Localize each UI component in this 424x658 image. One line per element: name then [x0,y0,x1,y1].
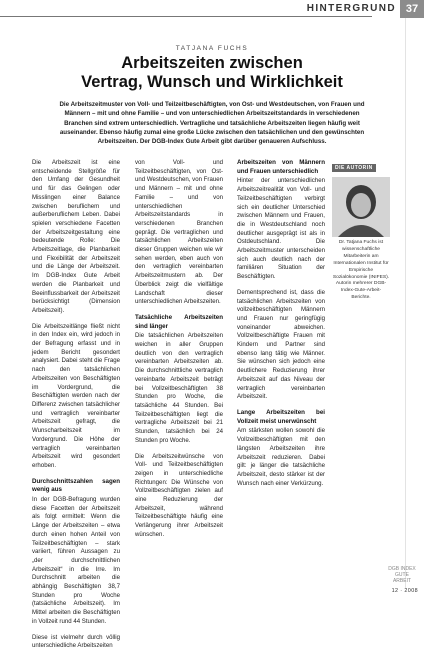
col2-paragraph-1: von Voll- und Teilzeitbeschäftigten, von Ost- und Westdeutschen, von Frauen und Männern – mit und ohne Familie – und von unterschiedlichen Arbeitszeitstandards in verschiedenen Branchen geprägt. Die vertraglichen und tatsächlichen Arbeitszeiten dieser Gruppen weichen wie wir sehen werden, eben auch von den vertraglich vereinbarten Arbeitszeitmustern ab. Der Überblick zeigt die vielfältige Landschaft dieser unterschiedlichen Arbeitszeiten. [135,159,223,306]
section-title: HINTERGRUND [306,3,396,14]
gutter-rule [405,18,406,588]
footer-logo-text: DGB INDEX GUTE ARBEIT [388,566,416,584]
sidebar-label: DIE AUTORIN [332,164,376,172]
header-rule [0,16,372,17]
col1-paragraph-2: Die Arbeitszeitlänge fließt nicht in den Index ein, wird jedoch in der Befragung erfasst und in jedem Bericht gesondert analysiert. Dabei steht die Frage nach den tatsächlichen Arbeitszeiten von Beschäftigten im Vordergrund, die Beschäftigten werden nach der Differenz zwischen tatsächlicher und vertraglich vereinbarter Arbeitszeit gefragt, die Wunscharbeitszeit im Vordergrund. Die Höhe der vertraglich vereinbarten Arbeitszeit wird gesondert erhoben. [32,322,120,469]
issue-date: 12 · 2008 [391,588,418,594]
col1-subheading-1: Durchschnittszahlen sagen wenig aus [32,477,120,494]
page-header [0,0,424,18]
col3-subheading-2: Lange Arbeitszeiten bei Vollzeit meist unerwünscht [237,408,325,425]
col1-paragraph-4: Diese ist vielmehr durch völlig unterschiedliche Arbeitszeiten [32,633,120,650]
author-sidebar [332,156,390,302]
text-column-2 [135,159,223,547]
article-author: TATJANA FUCHS [175,45,249,52]
col2-subheading-1: Tatsächliche Arbeitszeiten sind länger [135,313,223,330]
col3-paragraph-1: Hinter der unterschiedlichen Arbeitszeitrealität von Voll- und Teilzeitbeschäftigten verbirgt sich ein deutlicher Unterschied zwischen Männern und Frauen, die in Westdeutschland noch deutlicher ausgeprägt ist als in Ostdeutschland. Die Arbeitszeitmuster unterscheiden sich auch deutlich nach der familiären Situation der Beschäftigten. [237,177,325,281]
article-title [0,54,424,92]
col2-paragraph-3: Die Arbeitszeitwünsche von Voll- und Teilzeitbeschäftigten zeigen in unterschiedliche Richtungen: Die Wünsche von Vollzeitbeschäftigten zielen auf eine Reduzierung der Arbeitszeit, während Teilzeitbeschäftigte häufig eine Verlängerung ihrer Arbeitszeit wünschen. [135,452,223,538]
col2-paragraph-2: Die tatsächlichen Arbeitszeiten weichen in aller Gruppen deutlich von den vertraglich vereinbarten Arbeitszeiten ab. Die durchschnittliche vertraglich vereinbarte Arbeitszeit beträgt bei Vollzeitbeschäftigten 38 Stunden pro Woche, die tatsächliche 44 Stunden. Bei Teilzeitbeschäftigten liegt die vertragliche Arbeitszeit bei 21 Stunden, tatsächlich bei 24 Stunden pro Woche. [135,332,223,444]
text-column-3 [237,159,325,495]
col1-paragraph-3: In der DGB-Befragung wurden diese Facetten der Arbeitszeit als folgt ermittelt: Wenn die Länge der Arbeitszeiten – etwa durch einen hohen Anteil von Teilzeitbeschäftigten – stark variiert, führen Aussagen zu „der durchschnittlichen Arbeitszeit“ in die Irre. Im Durchschnitt arbeiten die abhängig Beschäftigten 38,7 Stunden pro Woche (tatsächliche Arbeitszeit). Im Mittel arbeiten die Beschäftigten in Vollzeit rund 44 Stunden. [32,496,120,625]
page-number: 37 [400,0,424,18]
col1-paragraph-1: Die Arbeitszeit ist eine entscheidende Stellgröße für den Umfang der Gesundheit und für das Gelingen oder Misslingen einer Balance zwischen beruflichem und außerberuflichem Leben. Dabei spielen verschiedene Facetten der Arbeitszeitgestaltung eine bedeutende Rolle: Die Arbeitszeitlage, die Planbarkeit und Flexibilität der Arbeitszeit und die Länge der Arbeitszeit. Im DGB-Index Gute Arbeit werden die Planbarkeit und Beeinflussbarkeit der Arbeitszeit berücksichtigt (Dimension Arbeitszeit). [32,159,120,314]
text-column-1 [32,159,120,658]
portrait-image [332,177,390,237]
article-lead: Die Arbeitszeitmuster von Voll- und Teilzeitbeschäftigten, von Ost- und Westdeutschen, von Frauen und Männern – mit und ohne Familie – und von unterschiedlichen Arbeitszeitstandards in verschiedenen Branchen sind extrem unterschiedlich. Vertragliche und tatsächliche Arbeitszeiten liegen häufig weit auseinander. Ebenso häufig zumal eine große Lücke zwischen den tatsächlichen und den gewünschten Arbeitszeiten. Der DGB-Index Gute Arbeit gibt darüber genaueren Aufschluss. [59,101,365,146]
author-portrait [332,177,390,237]
col3-subheading-1: Arbeitszeiten von Männern und Frauen unterschiedlich [237,159,325,175]
col3-paragraph-2: Dementsprechend ist, dass die tatsächlichen Arbeitszeiten von vollzeitbeschäftigten Männern und Frauen nur geringfügig voneinander abweichen. Vollzeitbeschäftigte Frauen mit Kindern und Partner sind ebenso lang tätig wie Männer. Sie wünschen sich jedoch eine deutlichere Reduzierung ihrer Arbeitszeit auf das Niveau der vertraglich vereinbarten Arbeitszeit. [237,288,325,401]
col3-paragraph-3: Am stärksten wollen sowohl die Vollzeitbeschäftigten mit den längsten Arbeitszeiten ihre Arbeitszeit reduzieren. Dabei gilt: je länger die tatsächliche Arbeitszeit, desto stärker ist der Wunsch nach einer Verkürzung. [237,427,325,487]
footer-logo [388,566,416,584]
title-line-1: Arbeitszeiten zwischen [121,54,303,72]
sidebar-caption: Dr. Tatjana Fuchs ist wissenschaftliche Mitarbeiterin am Internationalen Institut für Empirische Sozialökonomie (INIFES). Autorin mehrerer DGB-Index-Gute-Arbeit-Berichte. [332,240,390,301]
title-line-2: Vertrag, Wunsch und Wirklichkeit [81,73,343,91]
